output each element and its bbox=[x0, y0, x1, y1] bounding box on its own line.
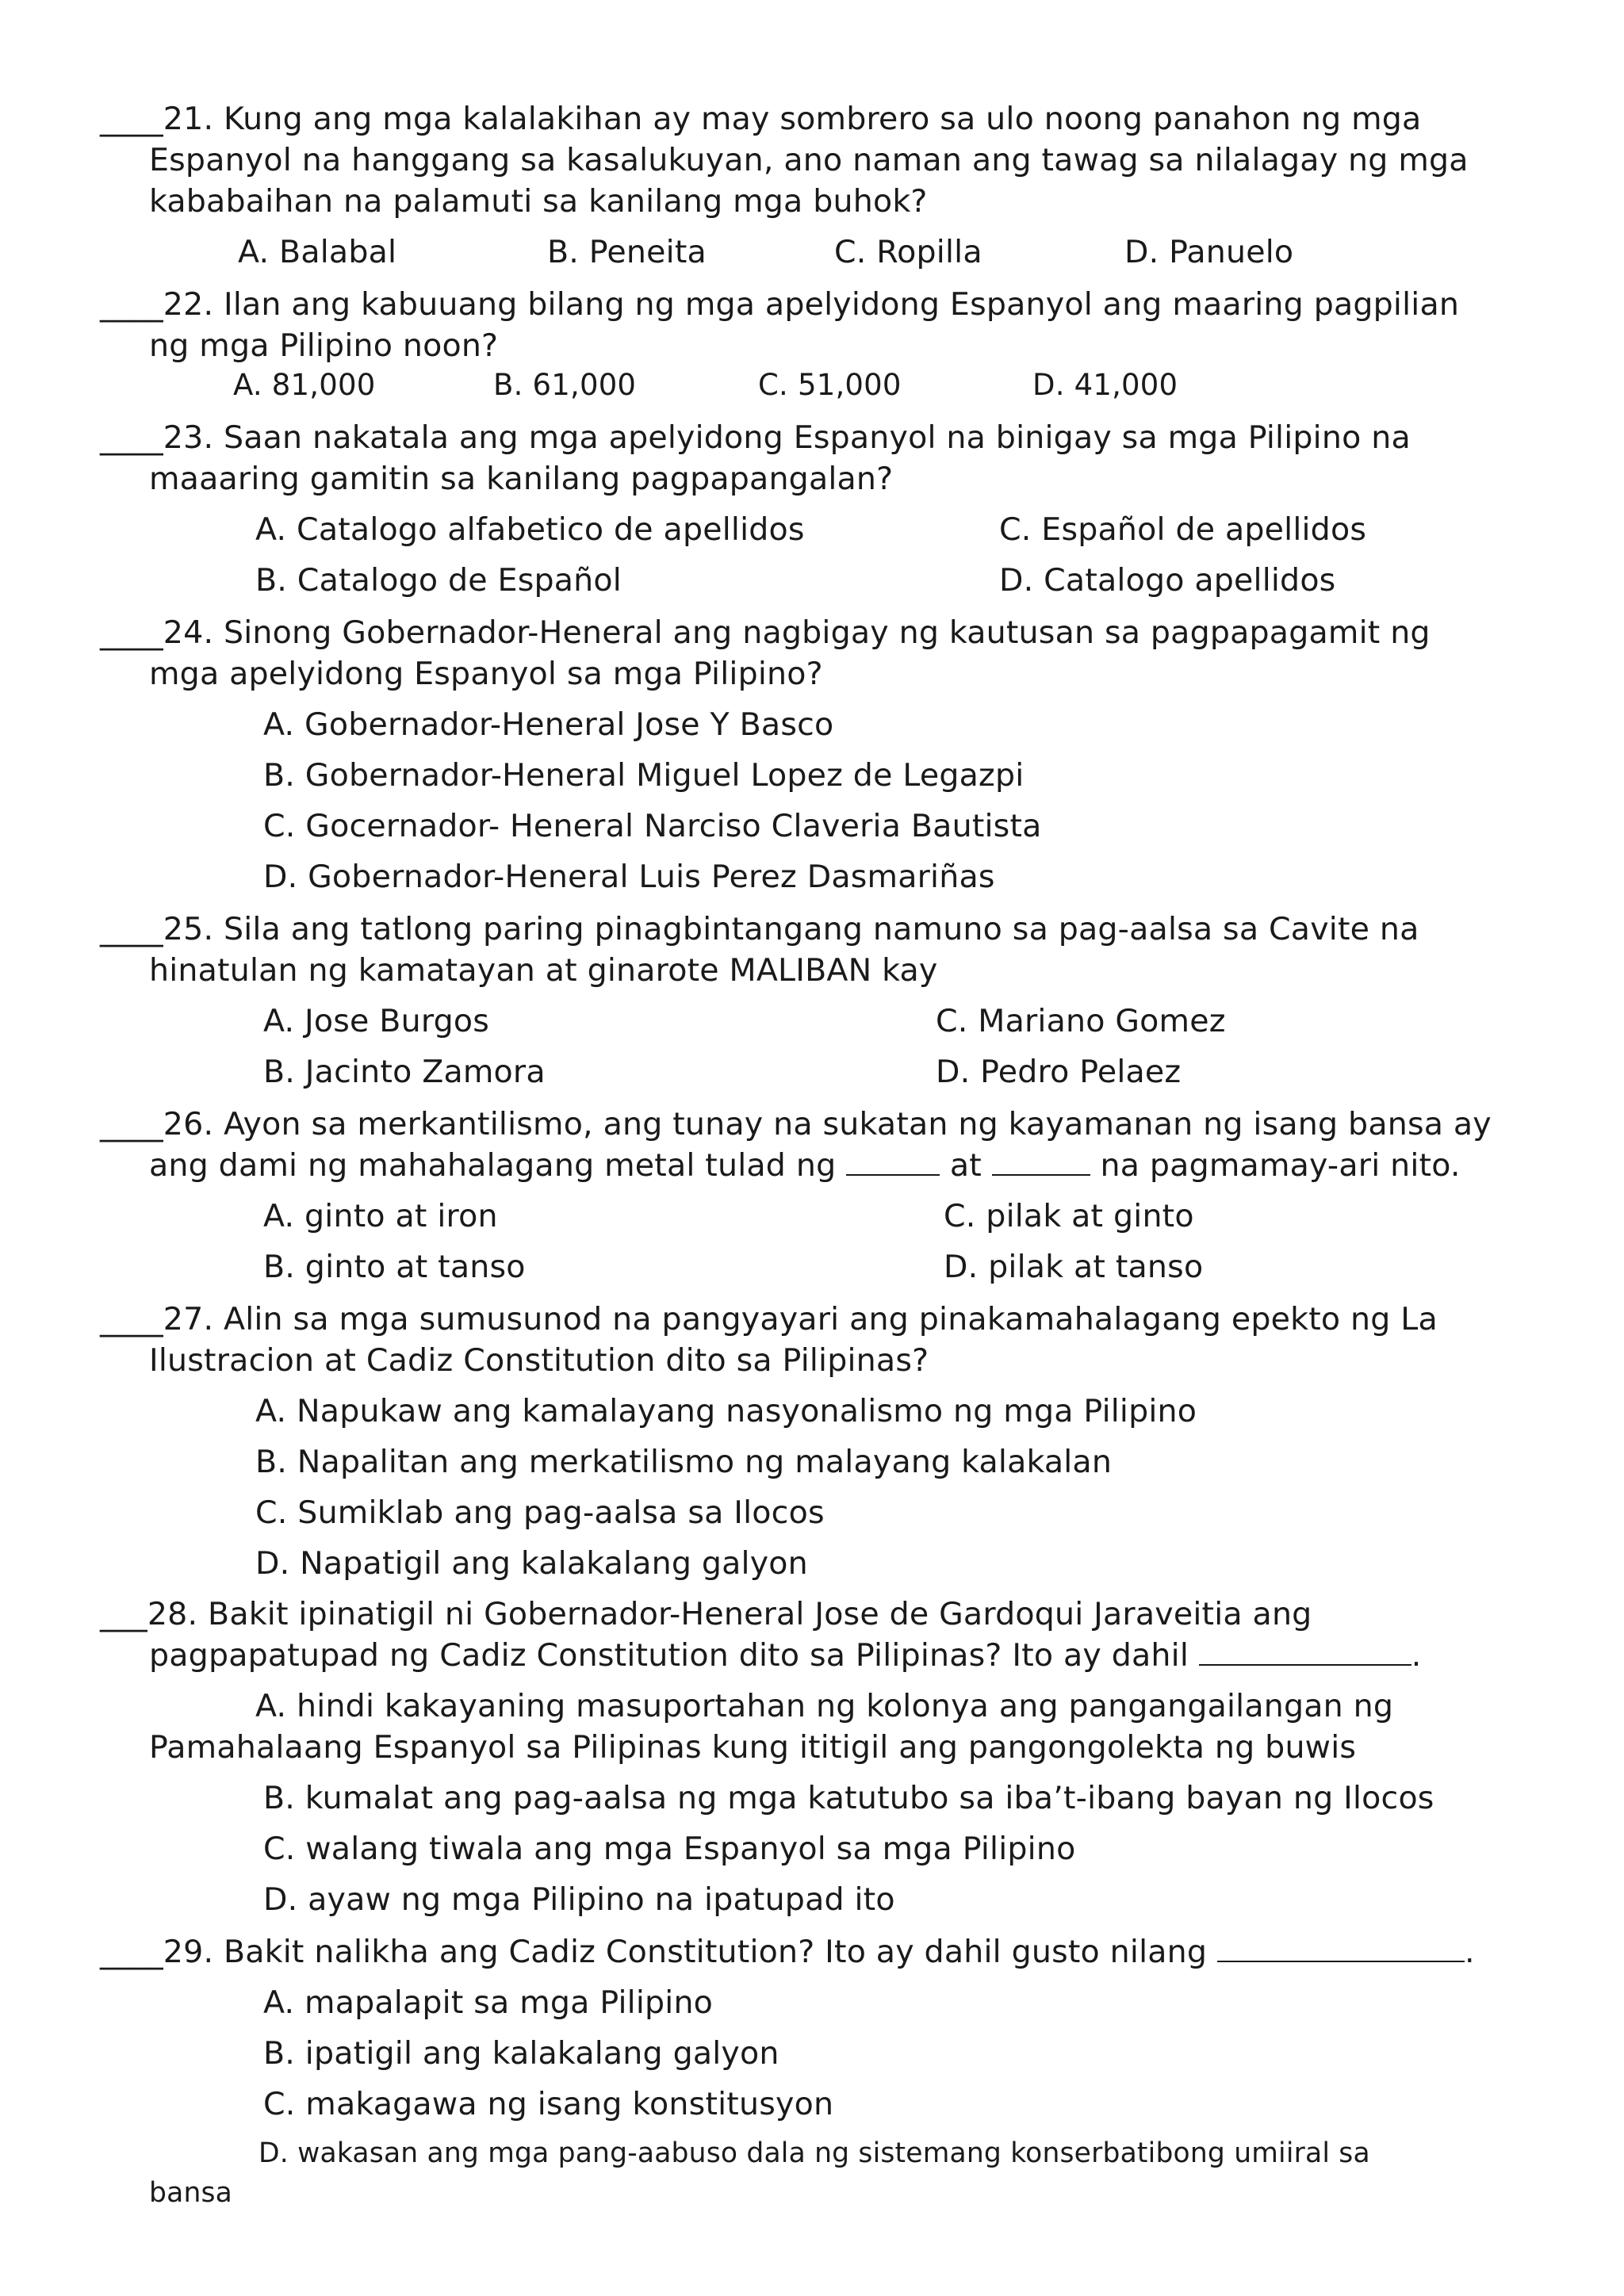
question-25-stem-line-2: hinatulan ng kamatayan at ginarote MALIBAN kay bbox=[149, 952, 938, 989]
question-23-choice-b: B. Catalogo de Español bbox=[255, 562, 622, 599]
question-29-choice-b: B. ipatigil ang kalakalang galyon bbox=[263, 2035, 779, 2072]
question-29-stem-line-1 bbox=[100, 1931, 1475, 1973]
question-22-choice-a: A. 81,000 bbox=[233, 368, 376, 402]
question-25-stem-line-1: ____25. Sila ang tatlong paring pinagbintangang namuno sa pag-aalsa sa Cavite na bbox=[100, 911, 1419, 947]
question-28-stem-line-2 bbox=[149, 1635, 1422, 1676]
question-22-choice-d: D. 41,000 bbox=[1032, 368, 1178, 402]
question-29-choice-d-line-1: D. wakasan ang mga pang-aabuso dala ng sistemang konserbatibong umiiral sa bbox=[259, 2137, 1370, 2169]
answer-blank[interactable] bbox=[1199, 1637, 1411, 1666]
question-27-stem-line-1: ____27. Alin sa mga sumusunod na pangyayari ang pinakamahalagang epekto ng La bbox=[100, 1301, 1438, 1337]
question-21-stem-line-2: Espanyol na hanggang sa kasalukuyan, ano naman ang tawag sa nilalagay ng mga bbox=[149, 142, 1469, 178]
question-21-choice-a: A. Balabal bbox=[238, 234, 397, 270]
question-23-choice-c: C. Español de apellidos bbox=[999, 511, 1367, 548]
answer-blank-2[interactable] bbox=[992, 1147, 1090, 1176]
question-28-stem-period: . bbox=[1411, 1637, 1422, 1674]
question-23-stem-line-1: ____23. Saan nakatala ang mga apelyidong Espanyol na binigay sa mga Pilipino na bbox=[100, 419, 1411, 456]
question-25-choice-b: B. Jacinto Zamora bbox=[263, 1054, 546, 1090]
question-26-stem-part-3: na pagmamay-ari nito. bbox=[1100, 1147, 1461, 1184]
question-26-stem-part-1: ang dami ng mahahalagang metal tulad ng bbox=[149, 1147, 837, 1184]
question-24-stem-line-1: ____24. Sinong Gobernador-Heneral ang nagbigay ng kautusan sa pagpapagamit ng bbox=[100, 614, 1431, 651]
question-28-stem-part-1: pagpapatupad ng Cadiz Constitution dito sa Pilipinas? Ito ay dahil bbox=[149, 1637, 1189, 1674]
question-24-choice-b: B. Gobernador-Heneral Miguel Lopez de Legazpi bbox=[263, 757, 1025, 794]
question-26-stem-part-2: at bbox=[949, 1147, 982, 1184]
question-26-choice-a: A. ginto at iron bbox=[263, 1198, 498, 1234]
question-21-choice-b: B. Peneita bbox=[547, 234, 707, 270]
question-26-stem-line-2 bbox=[149, 1145, 1461, 1186]
answer-blank[interactable] bbox=[1217, 1934, 1465, 1962]
question-25-choice-a: A. Jose Burgos bbox=[263, 1003, 489, 1039]
question-21-stem-line-1: ____21. Kung ang mga kalalakihan ay may sombrero sa ulo noong panahon ng mga bbox=[100, 101, 1422, 137]
answer-blank-1[interactable] bbox=[846, 1147, 940, 1176]
question-23-choice-a: A. Catalogo alfabetico de apellidos bbox=[255, 511, 805, 548]
question-27-stem-line-2: Ilustracion at Cadiz Constitution dito sa Pilipinas? bbox=[149, 1342, 929, 1379]
question-29-choice-a: A. mapalapit sa mga Pilipino bbox=[263, 1984, 714, 2021]
question-26-choice-b: B. ginto at tanso bbox=[263, 1249, 526, 1285]
question-22-choice-b: B. 61,000 bbox=[493, 368, 637, 402]
question-29-stem-part-1: ____29. Bakit nalikha ang Cadiz Constitution? Ito ay dahil gusto nilang bbox=[100, 1934, 1208, 1970]
question-29-stem-period: . bbox=[1464, 1934, 1475, 1970]
question-29-choice-d-line-2: bansa bbox=[149, 2177, 233, 2209]
question-28-choice-d: D. ayaw ng mga Pilipino na ipatupad ito bbox=[263, 1881, 895, 1918]
question-28-choice-c: C. walang tiwala ang mga Espanyol sa mga Pilipino bbox=[263, 1831, 1076, 1867]
question-26-stem-line-1: ____26. Ayon sa merkantilismo, ang tunay na sukatan ng kayamanan ng isang bansa ay bbox=[100, 1106, 1492, 1142]
question-21-stem-line-3: kababaihan na palamuti sa kanilang mga buhok? bbox=[149, 183, 928, 220]
question-26-choice-c: C. pilak at ginto bbox=[944, 1198, 1194, 1234]
question-28-choice-b: B. kumalat ang pag-aalsa ng mga katutubo sa iba’t-ibang bayan ng Ilocos bbox=[263, 1780, 1434, 1816]
question-23-choice-d: D. Catalogo apellidos bbox=[999, 562, 1336, 599]
question-27-choice-a: A. Napukaw ang kamalayang nasyonalismo ng mga Pilipino bbox=[255, 1393, 1197, 1429]
question-24-stem-line-2: mga apelyidong Espanyol sa mga Pilipino? bbox=[149, 656, 823, 692]
question-28-choice-a-line-1: A. hindi kakayaning masuportahan ng kolonya ang pangangailangan ng bbox=[255, 1688, 1394, 1724]
question-28-choice-a-line-2: Pamahalaang Espanyol sa Pilipinas kung ititigil ang pangongolekta ng buwis bbox=[149, 1729, 1357, 1766]
question-23-stem-line-2: maaaring gamitin sa kanilang pagpapangalan? bbox=[149, 461, 894, 497]
question-25-choice-c: C. Mariano Gomez bbox=[936, 1003, 1226, 1039]
question-25-choice-d: D. Pedro Pelaez bbox=[936, 1054, 1182, 1090]
question-21-choice-c: C. Ropilla bbox=[834, 234, 982, 270]
question-24-choice-d: D. Gobernador-Heneral Luis Perez Dasmariñas bbox=[263, 859, 995, 895]
question-28-stem-line-1: ___28. Bakit ipinatigil ni Gobernador-Heneral Jose de Gardoqui Jaraveitia ang bbox=[100, 1596, 1312, 1632]
question-27-choice-d: D. Napatigil ang kalakalang galyon bbox=[255, 1545, 808, 1582]
question-26-choice-d: D. pilak at tanso bbox=[944, 1249, 1204, 1285]
question-27-choice-b: B. Napalitan ang merkatilismo ng malayang kalakalan bbox=[255, 1444, 1113, 1480]
question-21-choice-d: D. Panuelo bbox=[1124, 234, 1294, 270]
question-24-choice-c: C. Gocernador- Heneral Narciso Claveria Bautista bbox=[263, 808, 1042, 844]
question-22-stem-line-1: ____22. Ilan ang kabuuang bilang ng mga apelyidong Espanyol ang maaring pagpilian bbox=[100, 286, 1460, 323]
question-24-choice-a: A. Gobernador-Heneral Jose Y Basco bbox=[263, 706, 834, 743]
question-22-stem-line-2: ng mga Pilipino noon? bbox=[149, 327, 499, 364]
question-22-choice-c: C. 51,000 bbox=[758, 368, 902, 402]
question-27-choice-c: C. Sumiklab ang pag-aalsa sa Ilocos bbox=[255, 1494, 825, 1531]
question-29-choice-c: C. makagawa ng isang konstitusyon bbox=[263, 2086, 834, 2122]
